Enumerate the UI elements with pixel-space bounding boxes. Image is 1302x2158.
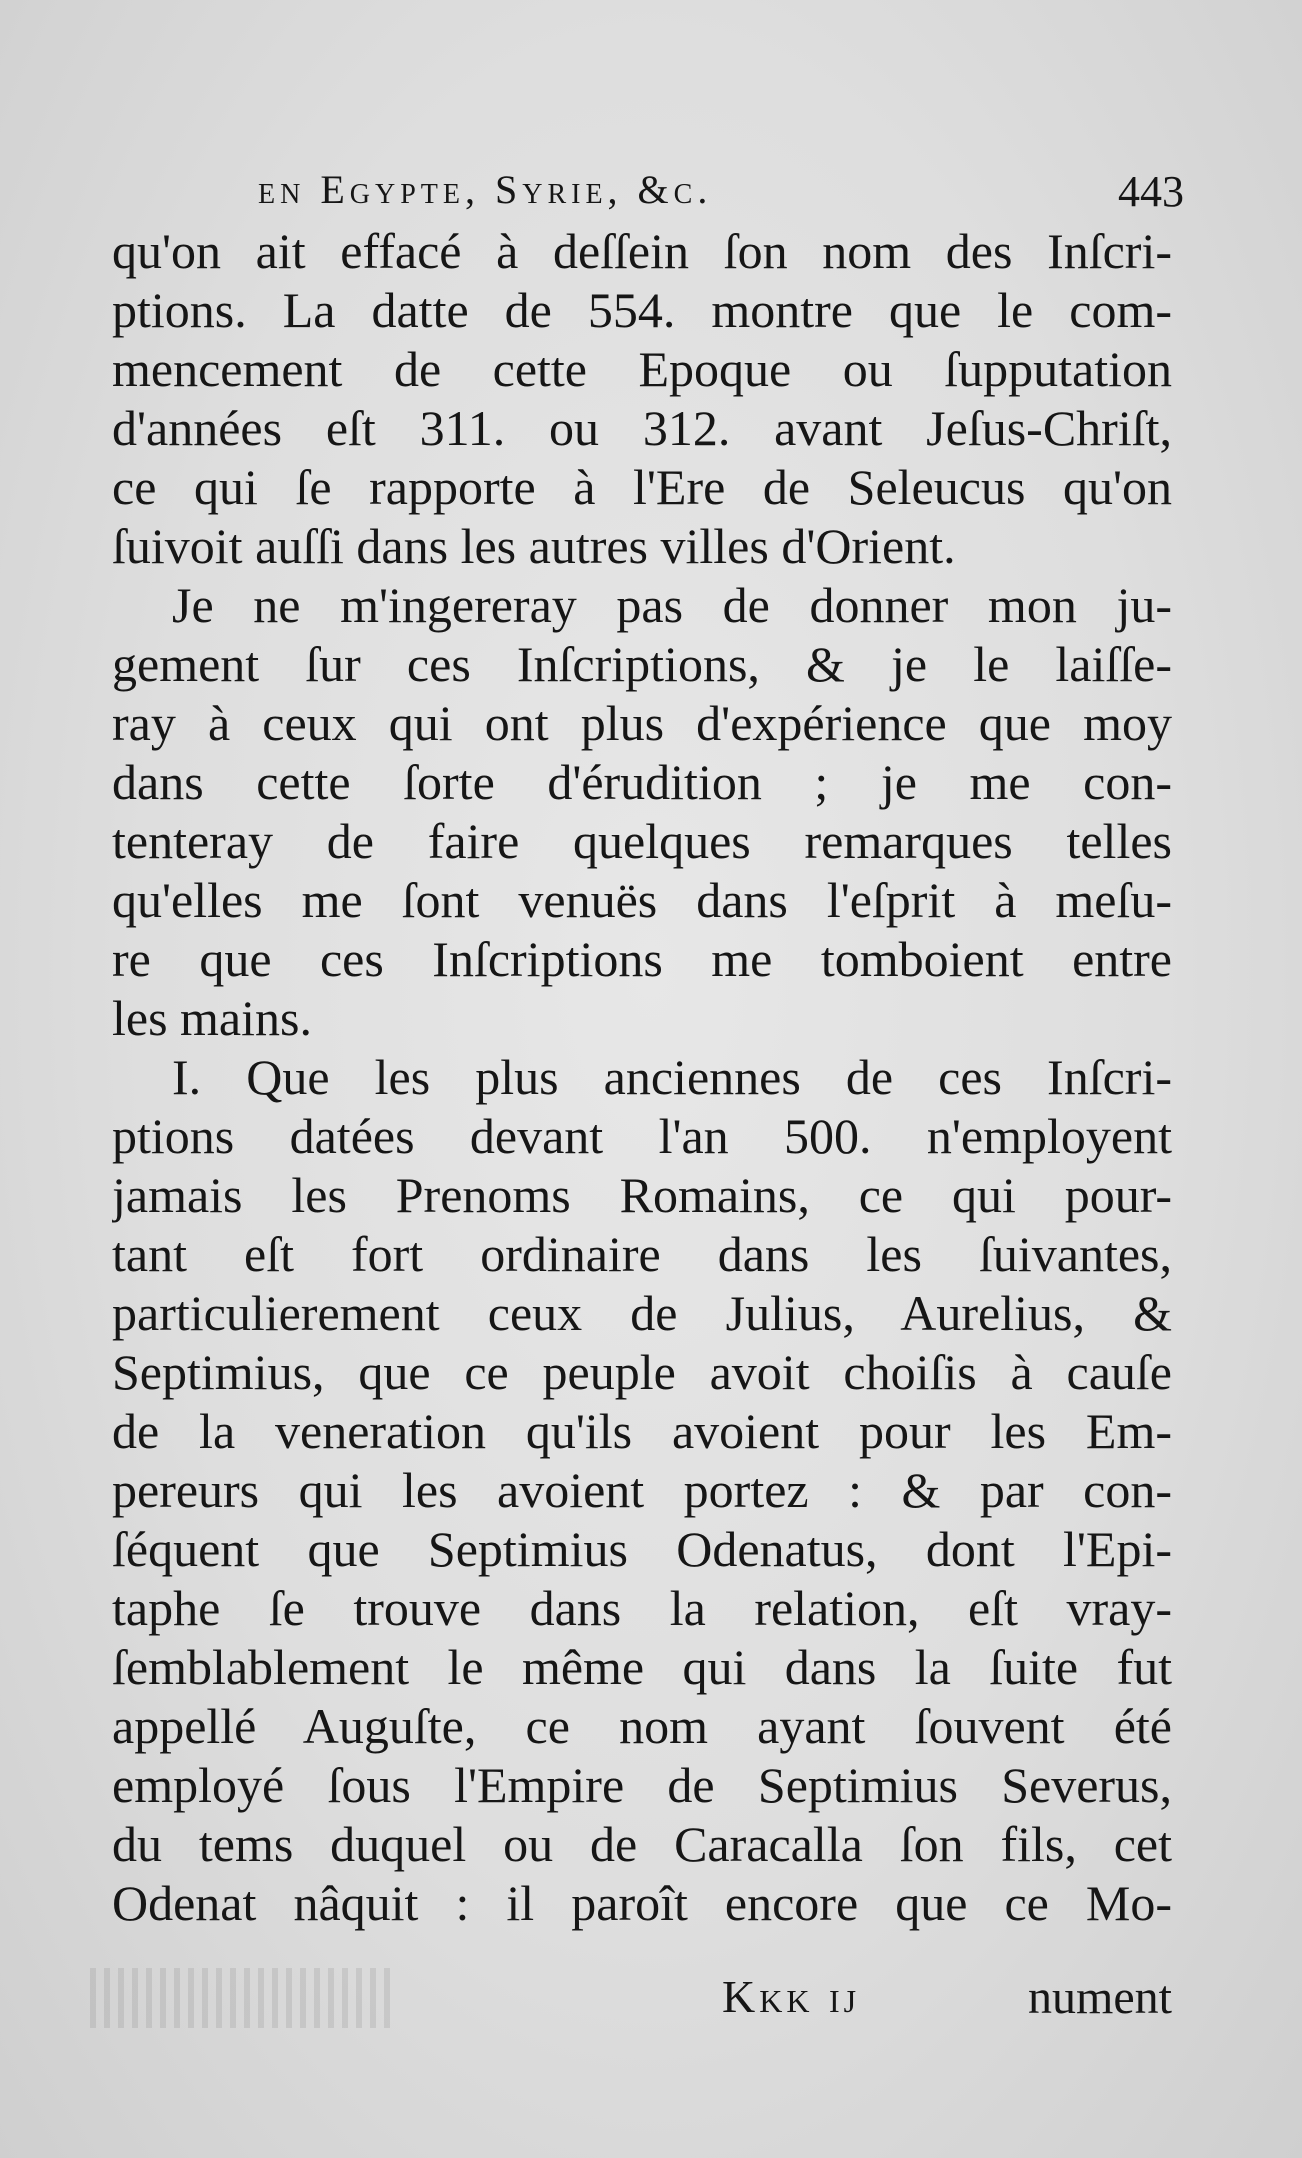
text-line: particulierement ceux de Julius, Aurelius, & xyxy=(112,1285,1172,1341)
signature-mark: Kkk ij xyxy=(722,1971,861,2022)
page-footer xyxy=(112,1970,1172,2030)
text-line: ptions datées devant l'an 500. n'employent xyxy=(112,1108,1172,1164)
text-line: I. Que les plus anciennes de ces Inſcri- xyxy=(172,1049,1172,1105)
body-text xyxy=(112,222,1172,1933)
text-line: du tems duquel ou de Caracalla ſon fils, cet xyxy=(112,1816,1172,1872)
text-line: Je ne m'ingereray pas de donner mon ju- xyxy=(172,577,1172,633)
text-line: d'années eſt 311. ou 312. avant Jeſus-Chriſt, xyxy=(112,400,1172,456)
text-line: jamais les Prenoms Romains, ce qui pour- xyxy=(112,1167,1172,1223)
text-line: appellé Auguſte, ce nom ayant ſouvent été xyxy=(112,1698,1172,1754)
text-line: Odenat nâquit : il paroît encore que ce Mo- xyxy=(112,1875,1172,1931)
text-line: qu'elles me ſont venuës dans l'eſprit à meſu- xyxy=(112,872,1172,928)
text-line: ce qui ſe rapporte à l'Ere de Seleucus qu'on xyxy=(112,459,1172,515)
text-line: tant eſt fort ordinaire dans les ſuivantes, xyxy=(112,1226,1172,1282)
text-line: tenteray de faire quelques remarques telles xyxy=(112,813,1172,869)
text-line: ſemblablement le même qui dans la ſuite fut xyxy=(112,1639,1172,1695)
text-line: ſuivoit auſſi dans les autres villes d'Orient. xyxy=(112,518,956,574)
catchword: nument xyxy=(1028,1971,1172,2024)
text-line: de la veneration qu'ils avoient pour les Em- xyxy=(112,1403,1172,1459)
text-line: pereurs qui les avoient portez : & par con- xyxy=(112,1462,1172,1518)
text-line: les mains. xyxy=(112,990,312,1046)
text-line: gement ſur ces Inſcriptions, & je le laiſſe- xyxy=(112,636,1172,692)
text-line: ptions. La datte de 554. montre que le com- xyxy=(112,282,1172,338)
page-number: 443 xyxy=(1118,167,1184,216)
page-header xyxy=(258,166,1184,224)
text-line: ſéquent que Septimius Odenatus, dont l'Epi- xyxy=(112,1521,1172,1577)
text-line: Septimius, que ce peuple avoit choiſis à cauſe xyxy=(112,1344,1172,1400)
text-line: dans cette ſorte d'érudition ; je me con- xyxy=(112,754,1172,810)
text-line: qu'on ait effacé à deſſein ſon nom des Inſcri- xyxy=(112,223,1172,279)
text-line: ray à ceux qui ont plus d'expérience que moy xyxy=(112,695,1172,751)
text-line: employé ſous l'Empire de Septimius Severus, xyxy=(112,1757,1172,1813)
text-line: mencement de cette Epoque ou ſupputation xyxy=(112,341,1172,397)
running-head: en Egypte, Syrie, &c. xyxy=(258,167,713,212)
text-line: taphe ſe trouve dans la relation, eſt vray- xyxy=(112,1580,1172,1636)
text-line: re que ces Inſcriptions me tomboient entre xyxy=(112,931,1172,987)
